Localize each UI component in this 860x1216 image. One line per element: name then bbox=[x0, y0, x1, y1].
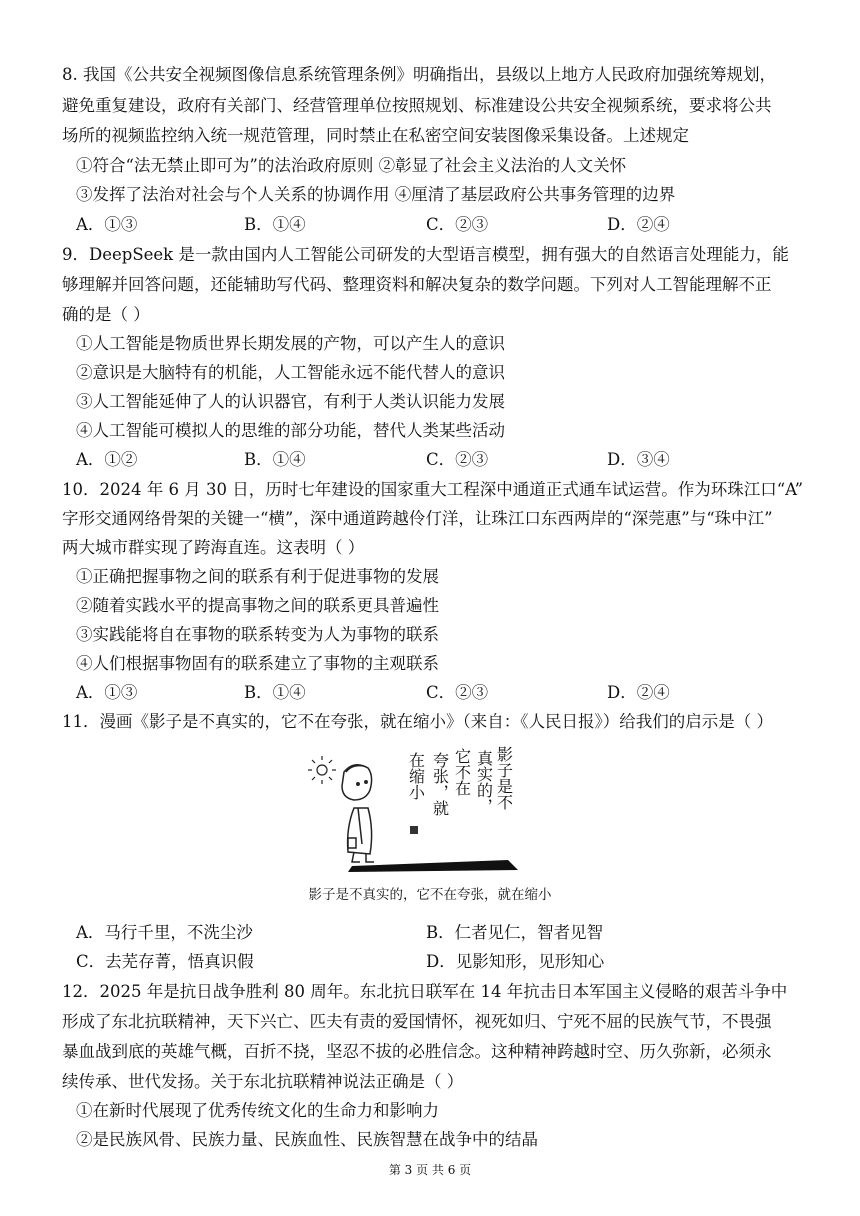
q8-stem-line: 场所的视频监控纳入统一规范管理，同时禁止在私密空间安装图像采集设备。上述规定 bbox=[62, 126, 689, 145]
page-footer: 第 3 页 共 6 页 bbox=[388, 1163, 472, 1177]
q11-stem-line: 11．漫画《影子是不真实的，它不在夸张，就在缩小》（来自：《人民日报》）给我们的启示是（ ） bbox=[62, 712, 773, 731]
handwriting-column: 真实的， bbox=[474, 750, 494, 814]
q9-stem-line: 确的是（ ） bbox=[62, 305, 150, 324]
q8-stem-line: 避免重复建设，政府有关部门、经营管理单位按照规划、标准建设公共安全视频系统，要求将公共 bbox=[62, 96, 772, 115]
q9-option-c: C．②③ bbox=[426, 450, 489, 469]
q9-statement: ②意识是大脑特有的机能，人工智能永远不能代替人的意识 bbox=[76, 363, 505, 382]
q9-stem-line: 够理解并回答问题，还能辅助写代码、整理资料和解决复杂的数学问题。下列对人工智能理解不正 bbox=[62, 275, 772, 294]
sun-icon bbox=[308, 756, 336, 784]
q10-option-b: B．①④ bbox=[244, 683, 306, 702]
q10-statement: ④人们根据事物固有的联系建立了事物的主观联系 bbox=[76, 654, 439, 673]
q8-stem-line: 8. 我国《公共安全视频图像信息系统管理条例》明确指出，县级以上地方人民政府加强统筹规划， bbox=[62, 65, 776, 84]
q8-option-d: D．②④ bbox=[607, 215, 670, 234]
q9-option-b: B．①④ bbox=[244, 450, 306, 469]
handwriting-column: 它不在 bbox=[452, 748, 472, 796]
q9-option-d: D．③④ bbox=[607, 450, 670, 469]
q12-stem-line: 暴血战到底的英雄气概，百折不挠，坚忍不拔的必胜信念。这种精神跨越时空、历久弥新，必须永 bbox=[62, 1042, 772, 1061]
q8-option-a: A．①③ bbox=[76, 215, 138, 234]
q10-option-c: C．②③ bbox=[426, 683, 489, 702]
q8-option-b: B．①④ bbox=[244, 215, 306, 234]
handwriting-column: 在缩小 bbox=[406, 752, 426, 800]
q10-statement: ①正确把握事物之间的联系有利于促进事物的发展 bbox=[76, 567, 439, 586]
q10-option-a: A．①③ bbox=[76, 683, 138, 702]
q10-option-d: D．②④ bbox=[607, 683, 670, 702]
cartoon-illustration bbox=[308, 742, 528, 884]
q12-stem-line: 续传承、世代发扬。关于东北抗联精神说法正确是（ ） bbox=[62, 1072, 464, 1091]
handwriting-column: 夸张，就 bbox=[430, 752, 450, 816]
q9-statement: ③人工智能延伸了人的认识器官，有利于人类认识能力发展 bbox=[76, 392, 505, 411]
q9-statement: ①人工智能是物质世界长期发展的产物，可以产生人的意识 bbox=[76, 334, 505, 353]
seal-stamp bbox=[410, 826, 418, 834]
q12-statement: ②是民族风骨、民族力量、民族血性、民族智慧在战争中的结晶 bbox=[76, 1130, 538, 1149]
q8-statement: ①符合“法无禁止即可为”的法治政府原则 ②彰显了社会主义法治的人文关怀 bbox=[76, 156, 627, 175]
person-figure bbox=[342, 765, 374, 862]
q8-option-c: C．②③ bbox=[426, 215, 489, 234]
q12-stem-line: 形成了东北抗联精神，天下兴亡、匹夫有责的爱国情怀，视死如归、宁死不屈的民族气节，不畏强 bbox=[62, 1012, 772, 1031]
q8-statement: ③发挥了法治对社会与个人关系的协调作用 ④厘清了基层政府公共事务管理的边界 bbox=[76, 185, 676, 204]
q11-option-a: A．马行千里，不洗尘沙 bbox=[76, 923, 253, 942]
handwriting-column: 影子是不 bbox=[494, 746, 514, 810]
q10-statement: ②随着实践水平的提高事物之间的联系更具普遍性 bbox=[76, 596, 439, 615]
q9-statement: ④人工智能可模拟人的思维的部分功能，替代人类某些活动 bbox=[76, 421, 505, 440]
q9-stem-line: 9．DeepSeek 是一款由国内人工智能公司研发的大型语言模型，拥有强大的自然语言处理能力，能 bbox=[62, 245, 789, 264]
cartoon-caption: 影子是不真实的，它不在夸张，就在缩小 bbox=[308, 887, 552, 903]
q11-option-c: C．去芜存菁，悟真识假 bbox=[76, 952, 254, 971]
q10-stem-line: 字形交通网络骨架的关键一“横”，深中通道跨越伶仃洋，让珠江口东西两岸的“深莞惠”与“珠中江” bbox=[62, 509, 773, 528]
q12-stem-line: 12．2025 年是抗日战争胜利 80 周年。东北抗日联军在 14 年抗击日本军国主义侵略的艰苦斗争中 bbox=[62, 982, 788, 1001]
q9-option-a: A．①② bbox=[76, 450, 138, 469]
q12-statement: ①在新时代展现了优秀传统文化的生命力和影响力 bbox=[76, 1101, 439, 1120]
q11-option-b: B．仁者见仁，智者见智 bbox=[426, 923, 604, 942]
q10-statement: ③实践能将自在事物的联系转变为人为事物的联系 bbox=[76, 625, 439, 644]
q10-stem-line: 两大城市群实现了跨海直连。这表明（ ） bbox=[62, 538, 365, 557]
q11-option-d: D．见影知形，见形知心 bbox=[426, 952, 605, 971]
q10-stem-line: 10．2024 年 6 月 30 日，历时七年建设的国家重大工程深中通道正式通车试运营。作为环珠江口“A” bbox=[62, 480, 804, 499]
